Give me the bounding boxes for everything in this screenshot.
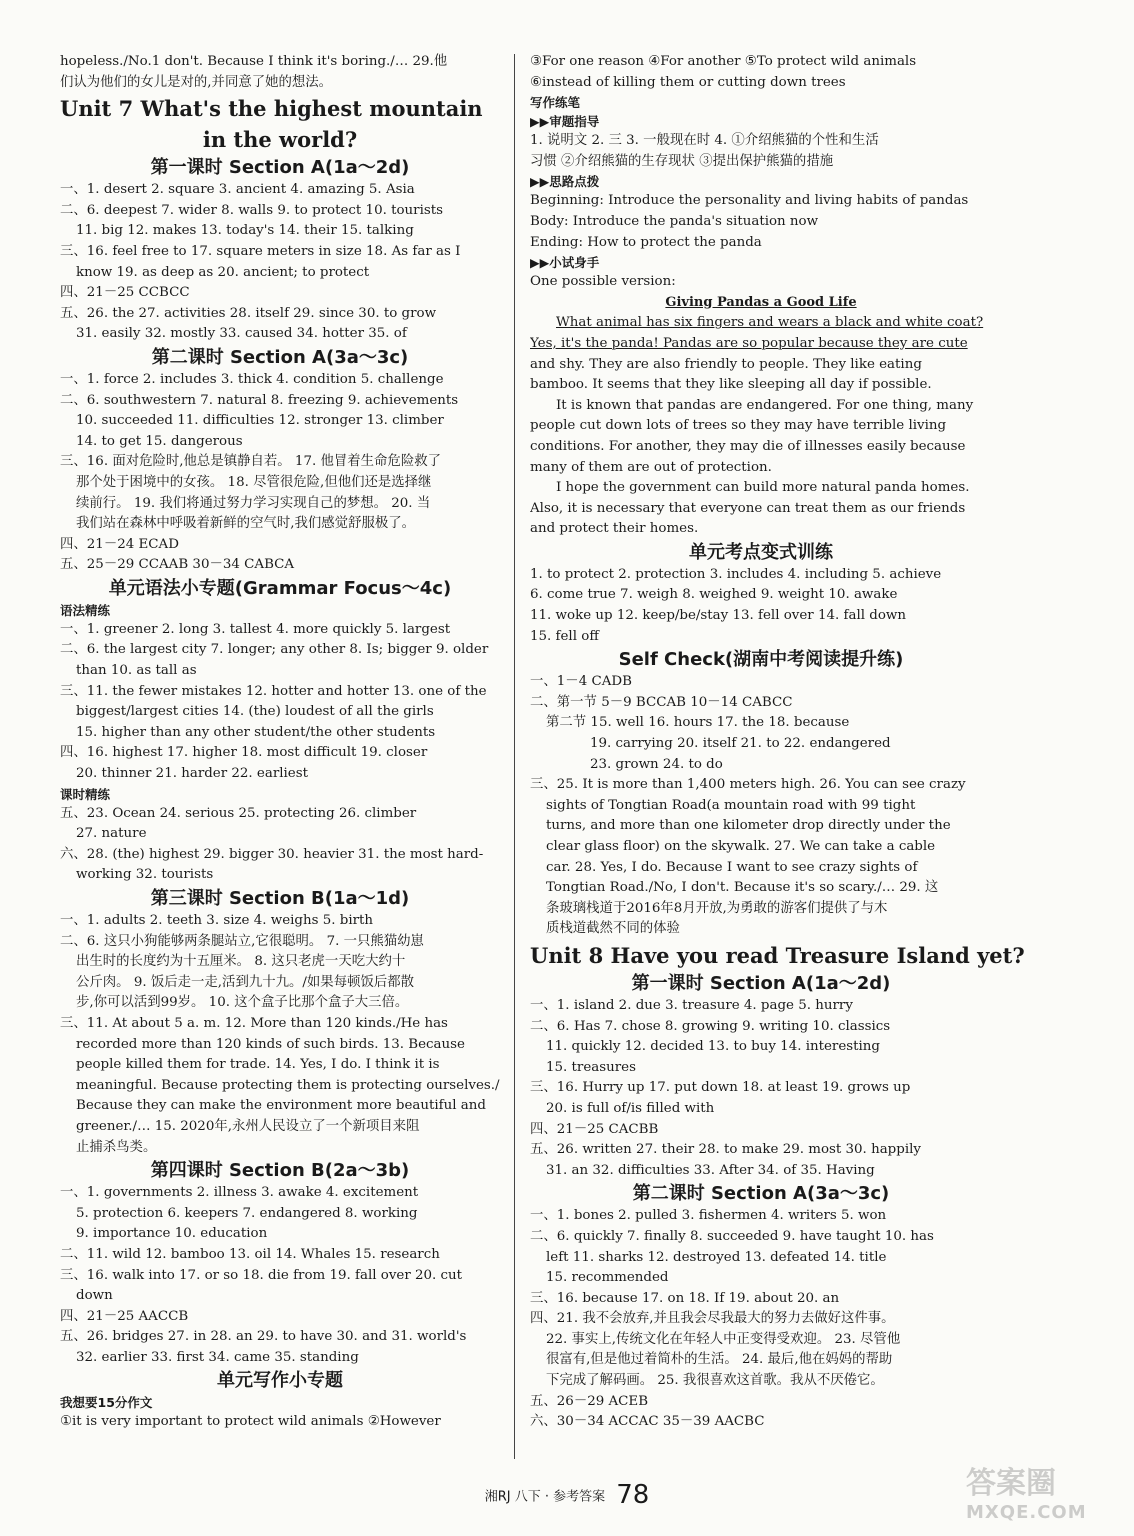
answer-line: 三、25. It is more than 1,400 meters high. 26. You can see crazy: [530, 777, 966, 793]
answer-line: 五、25－29 CCAAB 30－34 CABCA: [60, 557, 295, 573]
answer-line: 22. 事实上,传统文化在年轻人中正变得受欢迎。 23. 尽管他: [546, 1331, 901, 1347]
answer-line: 一、1. island 2. due 3. treasure 4. page 5. hurry: [530, 997, 853, 1013]
answer-line: 9. importance 10. education: [76, 1226, 268, 1242]
answer-line: Ending: How to protect the panda: [530, 234, 762, 250]
answer-line: 五、26. bridges 27. in 28. an 29. to have 30. and 31. world's: [60, 1329, 467, 1345]
answer-line: 第二节 15. well 16. hours 17. the 18. because: [546, 715, 850, 731]
watermark-url: MXQE.COM: [966, 1502, 1087, 1523]
section-heading: Self Check(湖南中考阅读提升练): [618, 649, 904, 671]
answer-line: 很富有,但是他过着简朴的生活。 24. 最后,他在妈妈的帮助: [546, 1352, 893, 1368]
answer-line: What animal has six fingers and wears a black and white coat?: [556, 315, 984, 331]
subsection-label: 语法精练: [60, 602, 111, 618]
answer-line: 续前行。 19. 我们将通过努力学习实现自己的梦想。 20. 当: [76, 495, 431, 511]
section-heading: 单元语法小专题(Grammar Focus～4c): [108, 577, 452, 599]
answer-line: clear glass floor) on the skywalk. 27. We can take a cable: [546, 839, 936, 854]
answer-line: 19. carrying 20. itself 21. to 22. endangered: [590, 736, 891, 752]
section-heading: 第三课时 Section B(1a～1d): [150, 888, 410, 909]
subsection-label: ▶▶小试身手: [530, 255, 600, 271]
answer-line: 14. to get 15. dangerous: [76, 433, 243, 449]
answer-line: 11. quickly 12. decided 13. to buy 14. interesting: [546, 1039, 880, 1055]
answer-line: 五、23. Ocean 24. serious 25. protecting 26. climber: [60, 805, 417, 821]
answer-line: 一、1. governments 2. illness 3. awake 4. excitement: [60, 1185, 419, 1201]
answer-line: 三、11. the fewer mistakes 12. hotter and hotter 13. one of the: [60, 683, 487, 699]
answer-line: 六、28. (the) highest 29. bigger 30. heavier 31. the most hard-: [60, 846, 484, 862]
answer-line: 条玻璃栈道于2016年8月开放,为勇敢的游客们提供了与木: [546, 900, 888, 916]
answer-line: sights of Tongtian Road(a mountain road with 99 tight: [546, 797, 916, 813]
answer-line: 27. nature: [76, 826, 147, 842]
subsection-label: 我想要15分作文: [60, 1395, 153, 1411]
subsection-label: ▶▶思路点拨: [530, 174, 600, 190]
answer-line: 1. to protect 2. protection 3. includes 4. including 5. achieve: [530, 566, 942, 582]
subsection-label: ▶▶审题指导: [530, 114, 600, 130]
answer-line: Tongtian Road./No, I don't. Because it's so scary./… 29. 这: [546, 880, 939, 896]
answer-line: 五、26－29 ACEB: [530, 1393, 649, 1409]
unit-title: Unit 8 Have you read Treasure Island yet?: [530, 942, 1025, 968]
answer-line: 二、6. 这只小狗能够两条腿站立,它很聪明。 7. 一只熊猫幼崽: [60, 933, 424, 949]
answer-line: people killed them for trade. 14. Yes, I do. I think it is: [76, 1057, 440, 1073]
answer-line: 们认为他们的女儿是对的,并同意了她的想法。: [60, 74, 333, 90]
answer-line: 三、16. feel free to 17. square meters in size 18. As far as I: [60, 243, 461, 259]
answer-line: 一、1. adults 2. teeth 3. size 4. weighs 5. birth: [60, 913, 374, 928]
answer-line: 20. thinner 21. harder 22. earliest: [76, 766, 308, 782]
page-number: 78: [616, 1480, 650, 1510]
answer-line: Yes, it's the panda! Pandas are so popular because they are cute: [530, 335, 968, 351]
section-heading: 单元写作小专题: [217, 1370, 343, 1392]
answer-line: 23. grown 24. to do: [590, 756, 723, 772]
answer-line: 20. is full of/is filled with: [546, 1100, 715, 1116]
unit-title: Unit 7 What's the highest mountain: [60, 96, 483, 122]
answer-line: greener./… 15. 2020年,永州人民设立了一个新项目来阻: [76, 1118, 420, 1134]
answer-line: 下完成了解码画。 25. 我很喜欢这首歌。我从不厌倦它。: [546, 1373, 884, 1389]
answer-line: 一、1. greener 2. long 3. tallest 4. more quickly 5. largest: [60, 621, 451, 637]
answer-line: 四、21－25 CACBB: [530, 1121, 659, 1137]
answer-line: 一、1－4 CADB: [530, 674, 632, 690]
answer-line: 11. big 12. makes 13. today's 14. their 15. talking: [76, 223, 414, 239]
answer-line: Because they can make the environment more beautiful and: [76, 1098, 486, 1114]
essay-title: Giving Pandas a Good Life: [665, 294, 857, 310]
watermark-text: 答案圈: [966, 1466, 1056, 1501]
answer-line: ③For one reason ④For another ⑤To protect wild animals: [530, 54, 917, 69]
answer-line: 三、16. Hurry up 17. put down 18. at least 19. grows up: [530, 1080, 911, 1096]
answer-line: 二、6. deepest 7. wider 8. walls 9. to protect 10. tourists: [60, 202, 443, 218]
answer-line: Beginning: Introduce the personality and living habits of pandas: [530, 193, 969, 209]
answer-line: and shy. They are also friendly to people. They like eating: [530, 356, 922, 372]
answer-line: 一、1. bones 2. pulled 3. fishermen 4. writers 5. won: [530, 1208, 887, 1224]
answer-line: 三、16. walk into 17. or so 18. die from 19. fall over 20. cut: [60, 1267, 463, 1283]
answer-line: 三、11. At about 5 a. m. 12. More than 120 kinds./He has: [60, 1015, 448, 1031]
answer-line: and protect their homes.: [530, 521, 699, 537]
answer-line: Also, it is necessary that everyone can treat them as our friends: [530, 500, 966, 516]
section-heading: 第二课时 Section A(3a～3c): [632, 1183, 890, 1205]
section-heading: 第一课时 Section A(1a～2d): [631, 972, 891, 994]
section-heading: 第二课时 Section A(3a～3c): [151, 346, 409, 368]
answer-line: bamboo. It seems that they like sleeping all day if possible.: [530, 377, 932, 393]
column-divider: [514, 54, 515, 1459]
answer-line: 四、16. highest 17. higher 18. most difficult 19. closer: [60, 745, 428, 761]
answer-line: 出生时的长度约为十五厘米。 8. 这只老虎一天吃大约十: [76, 954, 406, 970]
answer-line: 32. earlier 33. first 34. came 35. standing: [76, 1349, 359, 1365]
footer-book-label: 湘RJ 八下 · 参考答案: [484, 1489, 606, 1505]
subsection-label: 课时精练: [60, 786, 111, 802]
answer-line: 15. treasures: [546, 1059, 636, 1075]
page-footer: [0, 1480, 1134, 1510]
answer-line: people cut down lots of trees so they may have terrible living: [530, 418, 947, 434]
answer-line: ⑥instead of killing them or cutting down trees: [530, 74, 846, 90]
answer-line: 质栈道截然不同的体验: [546, 921, 680, 937]
answer-line: conditions. For another, they may die of illnesses easily because: [530, 438, 966, 454]
answer-line: 二、11. wild 12. bamboo 13. oil 14. Whales 15. research: [60, 1246, 440, 1262]
answer-line: 四、21－25 AACCB: [60, 1308, 189, 1324]
right-column: [530, 52, 1025, 1433]
section-heading: 第一课时 Section A(1a～2d): [150, 157, 410, 179]
answer-line: 11. woke up 12. keep/be/stay 13. fell over 14. fall down: [530, 608, 906, 624]
answer-line: car. 28. Yes, I do. Because I want to see crazy sights of: [546, 859, 918, 875]
answer-line: It is known that pandas are endangered. For one thing, many: [556, 397, 974, 413]
answer-line: than 10. as tall as: [76, 663, 197, 679]
answer-line: 五、26. the 27. activities 28. itself 29. since 30. to grow: [60, 305, 437, 321]
answer-line: many of them are out of protection.: [530, 459, 772, 475]
answer-line: biggest/largest cities 14. (the) loudest of all the girls: [76, 704, 434, 720]
answer-line: 三、16. because 17. on 18. If 19. about 20. an: [530, 1290, 840, 1306]
answer-line: 一、1. force 2. includes 3. thick 4. condition 5. challenge: [60, 371, 444, 387]
answer-line: hopeless./No.1 don't. Because I think it's boring./… 29.他: [60, 54, 448, 69]
section-heading: 第四课时 Section B(2a～3b): [150, 1160, 410, 1182]
answer-line: 止捕杀鸟类。: [76, 1139, 157, 1155]
answer-line: down: [76, 1288, 113, 1304]
answer-line: 四、21. 我不会放弃,并且我会尽我最大的努力去做好这件事。: [530, 1311, 895, 1327]
answer-line: 5. protection 6. keepers 7. endangered 8. working: [76, 1205, 418, 1221]
answer-line: 二、第一节 5－9 BCCAB 10－14 CABCC: [530, 694, 793, 710]
answer-line: 步,你可以活到99岁。 10. 这个盒子比那个盒子大三倍。: [76, 995, 409, 1011]
answer-line: 一、1. desert 2. square 3. ancient 4. amazing 5. Asia: [60, 182, 415, 198]
answer-line: One possible version:: [530, 274, 676, 290]
answer-line: 六、30－34 ACCAC 35－39 AACBC: [530, 1414, 765, 1430]
answer-line: turns, and more than one kilometer drop directly under the: [546, 818, 951, 834]
answer-line: 那个处于困境中的女孩。 18. 尽管很危险,但他们还是选择继: [76, 474, 432, 490]
section-heading: 单元考点变式训练: [689, 541, 833, 563]
answer-line: meaningful. Because protecting them is protecting ourselves./: [76, 1077, 500, 1093]
answer-line: 二、6. quickly 7. finally 8. succeeded 9. have taught 10. has: [530, 1228, 934, 1244]
answer-line: 15. higher than any other student/the other students: [76, 724, 436, 740]
answer-line: 二、6. the largest city 7. longer; any other 8. Is; bigger 9. older: [60, 642, 489, 658]
answer-line: ①it is very important to protect wild animals ②However: [60, 1414, 441, 1430]
answer-line: working 32. tourists: [76, 867, 214, 883]
answer-line: I hope the government can build more natural panda homes.: [556, 480, 970, 496]
answer-line: Body: Introduce the panda's situation now: [530, 213, 819, 229]
answer-line: 习惯 ②介绍熊猫的生存现状 ③提出保护熊猫的措施: [530, 153, 834, 169]
answer-line: 四、21－25 CCBCC: [60, 285, 190, 301]
unit-title: in the world?: [202, 127, 358, 153]
answer-line: 1. 说明文 2. 三 3. 一般现在时 4. ①介绍熊猫的个性和生活: [530, 133, 879, 149]
answer-line: 公斤肉。 9. 饭后走一走,活到九十九。/如果每顿饭后都散: [76, 974, 415, 990]
answer-line: 二、6. southwestern 7. natural 8. freezing 9. achievements: [60, 392, 459, 408]
answer-line: 15. fell off: [530, 628, 599, 644]
answer-line: 五、26. written 27. their 28. to make 29. most 30. happily: [530, 1142, 921, 1158]
answer-line: 二、6. Has 7. chose 8. growing 9. writing 10. classics: [530, 1018, 891, 1034]
watermark-logo: [966, 1466, 1126, 1528]
answer-line: 15. recommended: [546, 1270, 669, 1286]
subsection-label: 写作练笔: [530, 95, 581, 111]
answer-line: know 19. as deep as 20. ancient; to protect: [76, 264, 370, 280]
answer-line: left 11. sharks 12. destroyed 13. defeated 14. title: [546, 1249, 887, 1265]
answer-line: 10. succeeded 11. difficulties 12. stronger 13. climber: [76, 413, 444, 429]
answer-line: 31. an 32. difficulties 33. After 34. of 35. Having: [546, 1162, 875, 1178]
answer-line: 我们站在森林中呼吸着新鲜的空气时,我们感觉舒服极了。: [76, 516, 416, 532]
answer-line: 6. come true 7. weigh 8. weighed 9. weight 10. awake: [530, 587, 898, 603]
answer-line: 四、21－24 ECAD: [60, 536, 179, 552]
left-column: [60, 52, 500, 1433]
answer-line: 三、16. 面对危险时,他总是镇静自若。 17. 他冒着生命危险救了: [60, 454, 441, 470]
answer-line: 31. easily 32. mostly 33. caused 34. hotter 35. of: [76, 326, 407, 342]
answer-line: recorded more than 120 kinds of such birds. 13. Because: [76, 1036, 465, 1052]
